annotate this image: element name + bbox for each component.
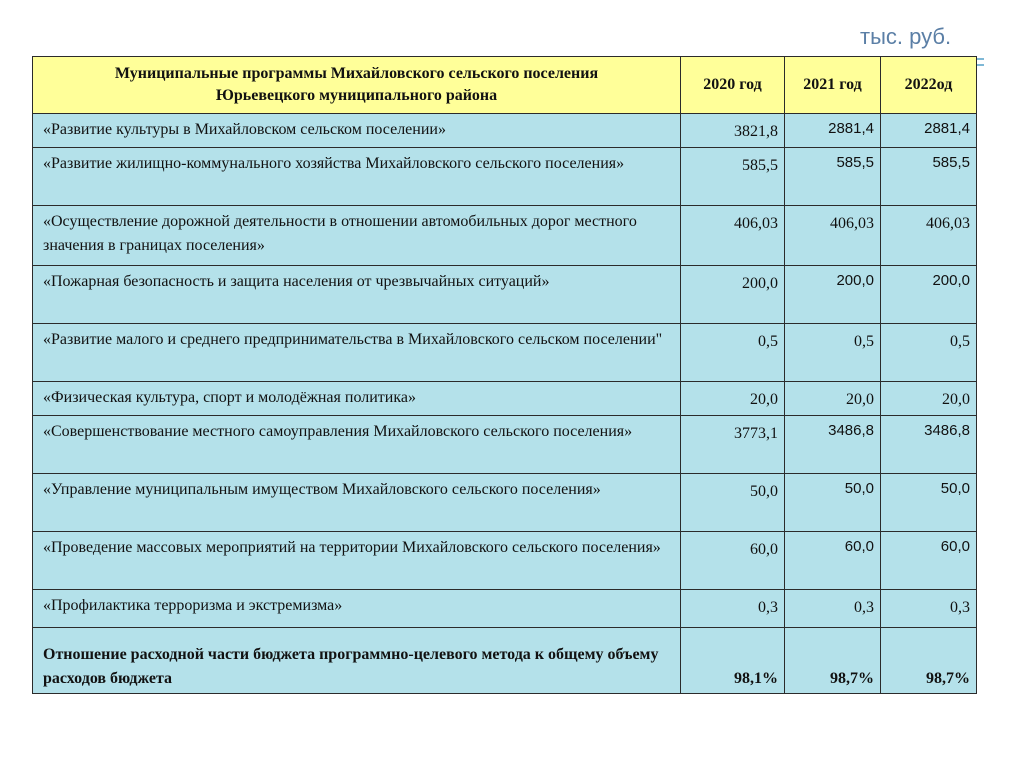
total-2021: 98,7% [785, 628, 881, 694]
header-year-2022: 2022од [881, 57, 977, 114]
value-2021: 50,0 [785, 474, 881, 532]
value-2021: 0,5 [785, 324, 881, 382]
total-2022: 98,7% [881, 628, 977, 694]
program-name: «Развитие культуры в Михайловском сельском поселении» [33, 114, 681, 148]
value-2020: 60,0 [681, 532, 785, 590]
budget-table [32, 56, 977, 694]
header-row [33, 57, 977, 114]
value-2022: 0,5 [881, 324, 977, 382]
value-2021: 585,5 [785, 148, 881, 206]
table-row [33, 148, 977, 206]
program-name: «Проведение массовых мероприятий на территории Михайловского сельского поселения» [33, 532, 681, 590]
value-2020: 0,3 [681, 590, 785, 628]
value-2021: 20,0 [785, 382, 881, 416]
table-row [33, 266, 977, 324]
program-name: «Физическая культура, спорт и молодёжная политика» [33, 382, 681, 416]
total-label: Отношение расходной части бюджета программно-целевого метода к общему объему расходов бюджета [33, 628, 681, 694]
table-row [33, 416, 977, 474]
program-name: «Развитие жилищно-коммунального хозяйства Михайловского сельского поселения» [33, 148, 681, 206]
value-2020: 585,5 [681, 148, 785, 206]
unit-label: тыс. руб. [860, 24, 952, 49]
program-name: «Профилактика терроризма и экстремизма» [33, 590, 681, 628]
value-2022: 50,0 [881, 474, 977, 532]
value-2020: 50,0 [681, 474, 785, 532]
value-2020: 3773,1 [681, 416, 785, 474]
value-2022: 3486,8 [881, 416, 977, 474]
value-2021: 0,3 [785, 590, 881, 628]
header-year-2021: 2021 год [785, 57, 881, 114]
table-row [33, 532, 977, 590]
program-name: «Развитие малого и среднего предпринимательства в Михайловского сельском поселении" [33, 324, 681, 382]
header-title-line2: Юрьевецкого муниципального района [215, 87, 498, 104]
table-row [33, 206, 977, 266]
table-row [33, 324, 977, 382]
header-title-line1: Муниципальные программы Михайловского сельского поселения [114, 65, 599, 82]
value-2020: 200,0 [681, 266, 785, 324]
value-2022: 0,3 [881, 590, 977, 628]
table-row [33, 474, 977, 532]
total-2020: 98,1% [681, 628, 785, 694]
value-2022: 2881,4 [881, 114, 977, 148]
total-row [33, 628, 977, 694]
program-name: «Управление муниципальным имуществом Михайловского сельского поселения» [33, 474, 681, 532]
value-2020: 0,5 [681, 324, 785, 382]
table-row [33, 114, 977, 148]
value-2022: 406,03 [881, 206, 977, 266]
value-2020: 3821,8 [681, 114, 785, 148]
value-2022: 20,0 [881, 382, 977, 416]
header-programs [33, 57, 681, 114]
program-name: «Пожарная безопасность и защита населения от чрезвычайных ситуаций» [33, 266, 681, 324]
value-2021: 200,0 [785, 266, 881, 324]
value-2022: 585,5 [881, 148, 977, 206]
table-row [33, 382, 977, 416]
program-name: «Осуществление дорожной деятельности в отношении автомобильных дорог местного значения в границах поселения» [33, 206, 681, 266]
value-2021: 60,0 [785, 532, 881, 590]
value-2022: 200,0 [881, 266, 977, 324]
header-year-2020: 2020 год [681, 57, 785, 114]
program-name: «Совершенствование местного самоуправления Михайловского сельского поселения» [33, 416, 681, 474]
table-row [33, 590, 977, 628]
value-2021: 406,03 [785, 206, 881, 266]
value-2021: 2881,4 [785, 114, 881, 148]
value-2022: 60,0 [881, 532, 977, 590]
value-2020: 406,03 [681, 206, 785, 266]
value-2020: 20,0 [681, 382, 785, 416]
value-2021: 3486,8 [785, 416, 881, 474]
